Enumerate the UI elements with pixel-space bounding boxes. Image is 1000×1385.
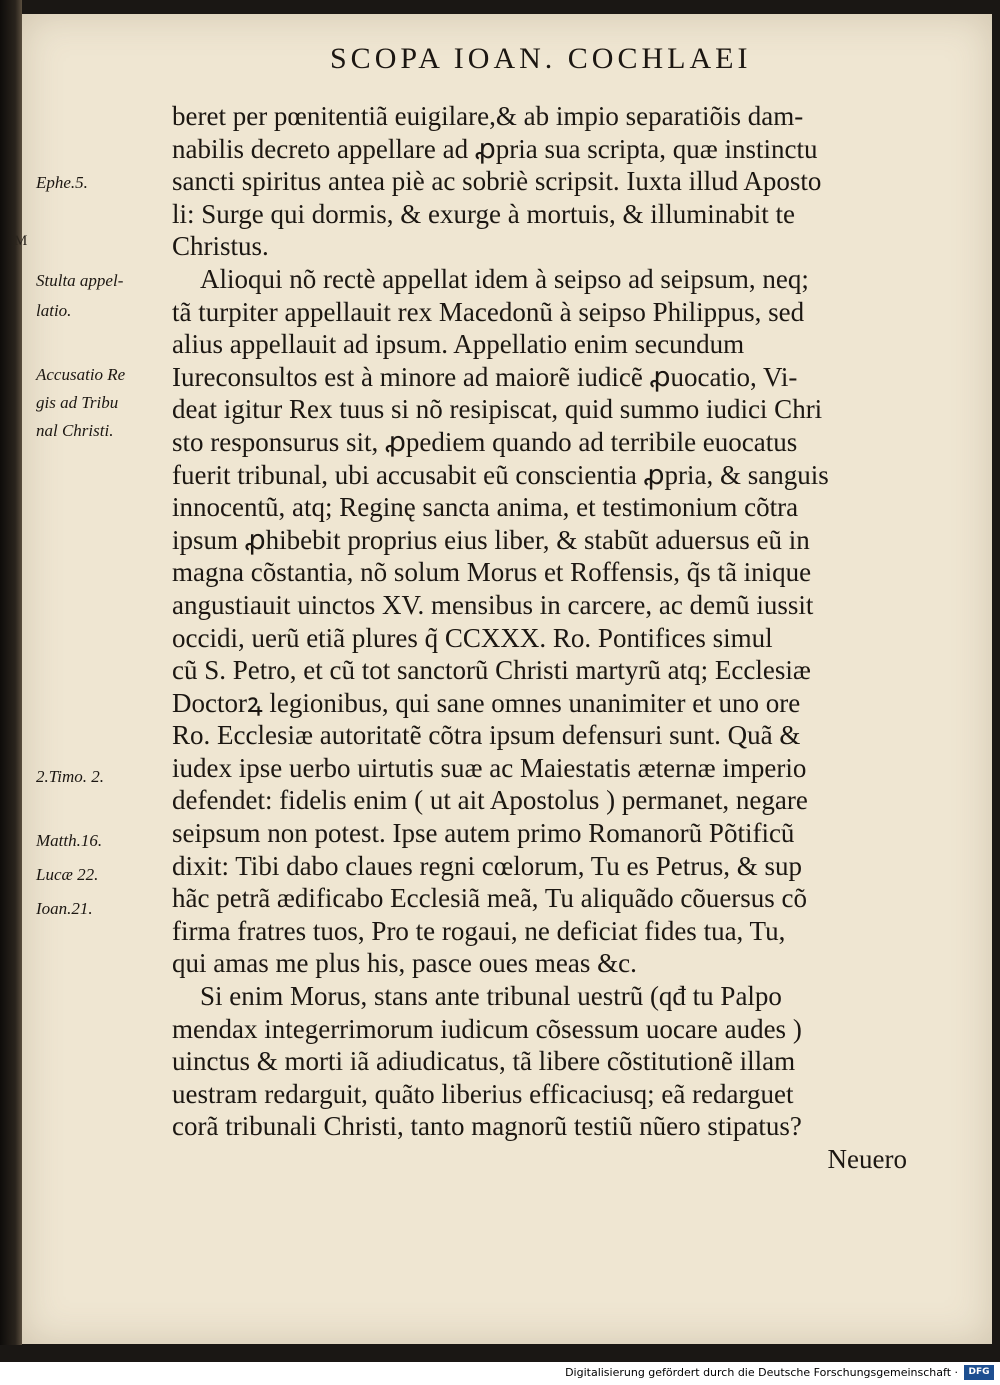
edge-mark: M [14, 233, 28, 249]
margin-note-stulta: Stulta appel- [36, 271, 124, 290]
running-head: SCOPA IOAN. COCHLAEI [330, 42, 752, 75]
text-line: fuerit tribunal, ubi accusabit eũ conscientia ꝓpria, & sanguis [172, 459, 829, 490]
text-line: firma fratres tuos, Pro te rogaui, ne deficiat fides tua, Tu, [172, 915, 786, 946]
text-line: uestram redarguit, quãto liberius efficaciusq; eã redarguet [172, 1078, 794, 1109]
text-line: Si enim Morus, stans ante tribunal uestrũ (qđ tu Palpo [200, 981, 782, 1012]
margin-note-lucae: Lucæ 22. [36, 865, 99, 884]
text-line: iudex ipse uerbo uirtutis suæ ac Maiestatis æternæ imperio [172, 752, 807, 783]
text-line: Christus. [172, 231, 269, 262]
digitization-footer [0, 1362, 1000, 1385]
text-line: Iureconsultos est à minore ad maiorẽ iudicẽ ꝓuocatio, Vi- [172, 361, 798, 392]
text-line: sto responsurus sit, ꝓpediem quando ad terribile euocatus [172, 426, 798, 457]
text-line: innocentũ, atq; Reginę sancta anima, et testimonium cõtra [172, 492, 799, 523]
text-line: angustiauit uinctos XV. mensibus in carcere, ac demũ iussit [172, 589, 814, 620]
text-line: corã tribunali Christi, tanto magnorũ testiũ nũero stipatus? [172, 1111, 802, 1142]
text-line: li: Surge qui dormis, & exurge à mortuis, & illuminabit te [172, 198, 795, 229]
margin-note-tribunal: nal Christi. [36, 421, 114, 440]
margin-note-latio: latio. [36, 301, 72, 320]
margin-note-timo: 2.Timo. 2. [36, 767, 105, 786]
text-line: ipsum ꝓhibebit proprius eius liber, & stabũt aduersus eũ in [172, 524, 810, 555]
text-line: uinctus & morti iã adiudicatus, tã libere cõstitutionẽ illam [172, 1046, 796, 1077]
text-line: alius appellauit ad ipsum. Appellatio enim secundum [172, 329, 745, 360]
text-line: magna cõstantia, nõ solum Morus et Roffensis, q̃s tã inique [172, 557, 812, 588]
catchword: Neuero [827, 1144, 907, 1174]
text-line: defendet: fidelis enim ( ut ait Apostolus ) permanet, negare [172, 785, 808, 816]
text-line: cũ S. Petro, et cũ tot sanctorũ Christi martyrũ atq; Ecclesiæ [172, 655, 811, 686]
margin-note-matth: Matth.16. [36, 831, 103, 850]
footer-credit: Digitalisierung gefördert durch die Deutsche Forschungsgemeinschaft · [565, 1366, 958, 1379]
text-line: Alioqui nõ rectè appellat idem à seipso ad seipsum, neq; [200, 263, 809, 294]
text-line: dixit: Tibi dabo claues regni cœlorum, Tu es Petrus, & sup [172, 850, 803, 881]
dfg-logo-icon: DFG [964, 1365, 994, 1380]
text-line: nabilis decreto appellare ad ꝓpria sua scripta, quæ instinctu [172, 133, 818, 164]
text-line: occidi, uerũ etiã plures q̃ CCXXX. Ro. Pontifices simul [172, 622, 773, 653]
margin-note-gis: gis ad Tribu [36, 393, 119, 412]
book-edge-shadow [0, 0, 22, 1345]
text-line: beret per pœnitentiã euigilare,& ab impio separatiõis dam- [172, 101, 804, 131]
margin-note-ephe: Ephe.5. [36, 173, 88, 192]
text-line: hãc petrã ædificabo Ecclesiã meã, Tu aliquãdo cõuersus cõ [172, 883, 808, 914]
text-line: qui amas me plus his, pasce oues meas &c. [172, 948, 637, 979]
text-line: Ro. Ecclesiæ autoritatẽ cõtra ipsum defensuri sunt. Quã & [172, 720, 801, 751]
text-line: mendax integerrimorum iudicum cõsessum uocare audes ) [172, 1013, 802, 1044]
main-text-block [172, 100, 907, 1176]
text-line: deat igitur Rex tuus si nõ resipiscat, quid summo iudici Chri [172, 394, 823, 425]
text-line: tã turpiter appellauit rex Macedonũ à seipso Philippus, sed [172, 296, 805, 327]
text-line: sancti spiritus antea piè ac sobriè scripsit. Iuxta illud Aposto [172, 166, 822, 197]
text-line: Doctorꝝ legionibus, qui sane omnes unanimiter et uno ore [172, 687, 801, 718]
margin-note-ioan: Ioan.21. [36, 899, 93, 918]
margin-note-accusatio: Accusatio Re [36, 365, 126, 384]
text-line: seipsum non potest. Ipse autem primo Romanorũ Põtificũ [172, 818, 795, 849]
